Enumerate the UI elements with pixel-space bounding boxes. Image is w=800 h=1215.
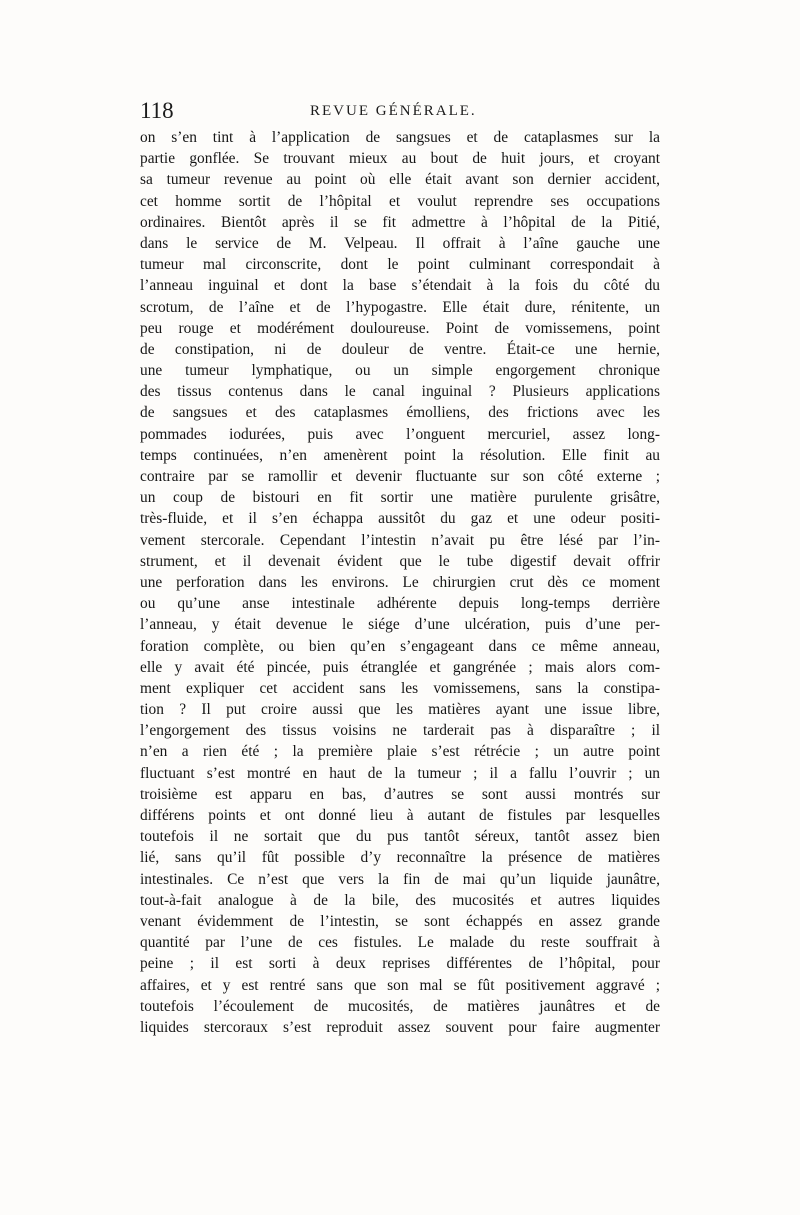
text-line: toutefois l’écoulement de mucosités, de matières jaunâtres et de: [140, 997, 660, 1015]
text-line: tout-à-fait analogue à de la bile, des mucosités et autres liquides: [140, 891, 660, 909]
text-line: l’engorgement des tissus voisins ne tarderait pas à disparaître ; il: [140, 722, 660, 740]
text-line: on s’en tint à l’application de sangsues et de cataplasmes sur la: [140, 129, 660, 146]
text-line: venant évidemment de l’intestin, se sont échappés en assez grande: [140, 912, 660, 930]
text-line: elle y avait été pincée, puis étranglée et gangrénée ; mais alors com-: [140, 658, 660, 676]
text-line: cet homme sortit de l’hôpital et voulut reprendre ses occupations: [140, 192, 660, 210]
text-line: tion ? Il put croire aussi que les matières ayant une issue libre,: [140, 701, 660, 719]
text-line: contraire par se ramollir et devenir fluctuante sur son côté externe ;: [140, 468, 660, 485]
text-line: une tumeur lymphatique, ou un simple engorgement chronique: [140, 362, 660, 380]
text-line: strument, et il devenait évident que le tube digestif devait offrir: [140, 552, 660, 570]
running-title: REVUE GÉNÉRALE.: [310, 103, 477, 119]
text-line: lié, sans qu’il fût possible d’y reconnaître la présence de matières: [140, 849, 660, 867]
text-line: ou qu’une anse intestinale adhérente depuis long-temps derrière: [140, 595, 660, 613]
text-line: fluctuant s’est montré en haut de la tumeur ; il a fallu l’ouvrir ; un: [140, 764, 660, 782]
text-line: un coup de bistouri en fit sortir une matière purulente grisâtre,: [140, 489, 660, 507]
text-line: sa tumeur revenue au point où elle était avant son dernier accident,: [140, 171, 660, 189]
text-line: n’en a rien été ; la première plaie s’est rétrécie ; un autre point: [140, 743, 660, 761]
page-header: [140, 97, 660, 125]
text-line: de constipation, ni de douleur de ventre. Était-ce une hernie,: [140, 340, 660, 358]
text-line: partie gonflée. Se trouvant mieux au bout de huit jours, et croyant: [140, 150, 660, 168]
text-line: très-fluide, et il s’en échappa aussitôt du gaz et une odeur positi-: [140, 510, 660, 528]
text-line: quantité par l’une de ces fistules. Le malade du reste souffrait à: [140, 934, 660, 952]
text-line: temps continuées, n’en amenèrent point la résolution. Elle finit au: [140, 446, 660, 464]
text-line: vement stercorale. Cependant l’intestin n’avait pu être lésé par l’in-: [140, 531, 660, 549]
text-line: dans le service de M. Velpeau. Il offrait à l’aîne gauche une: [140, 234, 660, 252]
text-line: scrotum, de l’aîne et de l’hypogastre. Elle était dure, rénitente, un: [140, 298, 660, 316]
text-line: affaires, et y est rentré sans que son mal se fût positivement aggravé ;: [140, 976, 660, 994]
text-line: ordinaires. Bientôt après il se fit admettre à l’hôpital de la Pitié,: [140, 213, 660, 231]
text-line: peine ; il est sorti à deux reprises différentes de l’hôpital, pour: [140, 955, 660, 973]
text-line: différens points et ont donné lieu à autant de fistules par lesquelles: [140, 807, 660, 824]
text-line: troisième est apparu en bas, d’autres se sont aussi montrés sur: [140, 785, 660, 803]
text-line: foration complète, ou bien qu’en s’engageant dans ce même anneau,: [140, 637, 660, 655]
text-line: l’anneau inguinal et dont la base s’étendait à la fois du côté du: [140, 277, 660, 295]
text-line: peu rouge et modérément douloureuse. Point de vomissemens, point: [140, 319, 660, 337]
text-line: l’anneau, y était devenue le siége d’une ulcération, puis d’une per-: [140, 616, 660, 634]
text-line: une perforation dans les environs. Le chirurgien crut dès ce moment: [140, 573, 660, 591]
text-line: tumeur mal circonscrite, dont le point culminant correspondait à: [140, 256, 660, 274]
text-line: de sangsues et des cataplasmes émolliens, des frictions avec les: [140, 404, 660, 422]
text-line: ment expliquer cet accident sans les vomissemens, sans la constipa-: [140, 679, 660, 697]
page-number: 118: [140, 98, 174, 123]
text-line: pommades iodurées, puis avec l’onguent mercuriel, assez long-: [140, 425, 660, 443]
text-line: toutefois il ne sortait que du pus tantôt séreux, tantôt assez bien: [140, 828, 660, 846]
text-line: liquides stercoraux s’est reproduit assez souvent pour faire augmenter: [140, 1018, 660, 1036]
body-text: [140, 127, 660, 1038]
text-line: des tissus contenus dans le canal inguinal ? Plusieurs applications: [140, 383, 660, 401]
text-line: intestinales. Ce n’est que vers la fin de mai qu’un liquide jaunâtre,: [140, 870, 660, 888]
